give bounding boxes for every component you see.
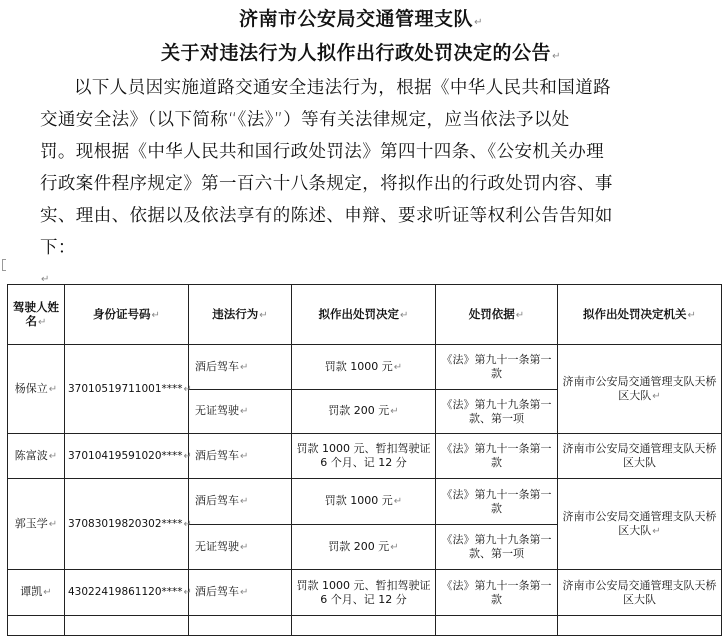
basis: 《法》第九十一条第一款 bbox=[436, 570, 558, 616]
driver-name: 谭凯↵ bbox=[8, 570, 65, 616]
decision: 罚款 200 元↵ bbox=[292, 390, 436, 434]
driver-name: 杨保立↵ bbox=[8, 345, 65, 434]
basis: 《法》第九十一条第一款 bbox=[436, 345, 558, 390]
header-decision: 拟作出处罚决定↵ bbox=[292, 285, 436, 345]
paragraph-line: 罚。现根据《中华人民共和国行政处罚法》第四十四条、《公安机关办理 bbox=[40, 142, 605, 162]
driver-name: 郭玉学↵ bbox=[8, 479, 65, 570]
id-number: 37010519711001****↵ bbox=[65, 345, 189, 434]
basis: 《法》第九十一条第一款 bbox=[436, 479, 558, 525]
authority: 济南市公安局交通管理支队天桥区大队 bbox=[558, 570, 722, 616]
violation: 无证驾驶↵ bbox=[189, 525, 292, 570]
notice-title-line2: 关于对违法行为人拟作出行政处罚决定的公告↵ bbox=[161, 42, 561, 64]
paragraph-line: 行政案件程序规定》第一百六十八条规定，将拟作出的行政处罚内容、事 bbox=[40, 174, 613, 194]
id-number: 37010419591020****↵ bbox=[65, 434, 189, 479]
authority: 济南市公安局交通管理支队天桥区大队↵ bbox=[558, 345, 722, 434]
table-row bbox=[8, 616, 722, 636]
id-number: 37083019820302****↵ bbox=[65, 479, 189, 570]
table-row bbox=[8, 345, 722, 390]
authority: 济南市公安局交通管理支队天桥区大队 bbox=[558, 434, 722, 479]
header-name: 驾驶人姓名↵ bbox=[8, 285, 65, 345]
notice-paragraph-first-line: 以下人员因实施道路交通安全违法行为，根据《中华人民共和国道路 bbox=[74, 78, 611, 98]
table-row bbox=[8, 570, 722, 616]
paragraph-line: 交通安全法》（以下简称“《法》”）等有关法律规定，应当依法予以处 bbox=[40, 110, 570, 130]
violation: 酒后驾车↵ bbox=[189, 345, 292, 390]
id-number: 43022419861120****↵ bbox=[65, 570, 189, 616]
table-anchor-marker bbox=[2, 259, 6, 271]
header-violation: 违法行为↵ bbox=[189, 285, 292, 345]
violation: 酒后驾车↵ bbox=[189, 570, 292, 616]
table-header-row bbox=[8, 285, 722, 345]
table-row bbox=[8, 479, 722, 525]
penalty-table bbox=[7, 284, 722, 636]
violation: 无证驾驶↵ bbox=[189, 390, 292, 434]
header-id: 身份证号码↵ bbox=[65, 285, 189, 345]
violation: 酒后驾车↵ bbox=[189, 479, 292, 525]
decision: 罚款 1000 元↵ bbox=[292, 345, 436, 390]
decision: 罚款 1000 元、暂扣驾驶证 6 个月、记 12 分 bbox=[292, 434, 436, 479]
table-row bbox=[8, 434, 722, 479]
paragraph-line: 实、理由、依据以及依法享有的陈述、申辩、要求听证等权利公告告知如 bbox=[40, 206, 613, 226]
violation: 酒后驾车↵ bbox=[189, 434, 292, 479]
paragraph-line: 下： ↵ bbox=[40, 238, 76, 285]
decision: 罚款 1000 元、暂扣驾驶证 6 个月、记 12 分 bbox=[292, 570, 436, 616]
header-authority: 拟作出处罚决定机关↵ bbox=[558, 285, 722, 345]
notice-paragraph bbox=[40, 104, 690, 296]
authority: 济南市公安局交通管理支队天桥区大队↵ bbox=[558, 479, 722, 570]
notice-title-line1: 济南市公安局交通管理支队↵ bbox=[239, 8, 483, 30]
driver-name: 陈富波↵ bbox=[8, 434, 65, 479]
basis: 《法》第九十九条第一款、第一项 bbox=[436, 390, 558, 434]
basis: 《法》第九十九条第一款、第一项 bbox=[436, 525, 558, 570]
decision: 罚款 200 元↵ bbox=[292, 525, 436, 570]
decision: 罚款 1000 元↵ bbox=[292, 479, 436, 525]
basis: 《法》第九十一条第一款 bbox=[436, 434, 558, 479]
header-basis: 处罚依据↵ bbox=[436, 285, 558, 345]
